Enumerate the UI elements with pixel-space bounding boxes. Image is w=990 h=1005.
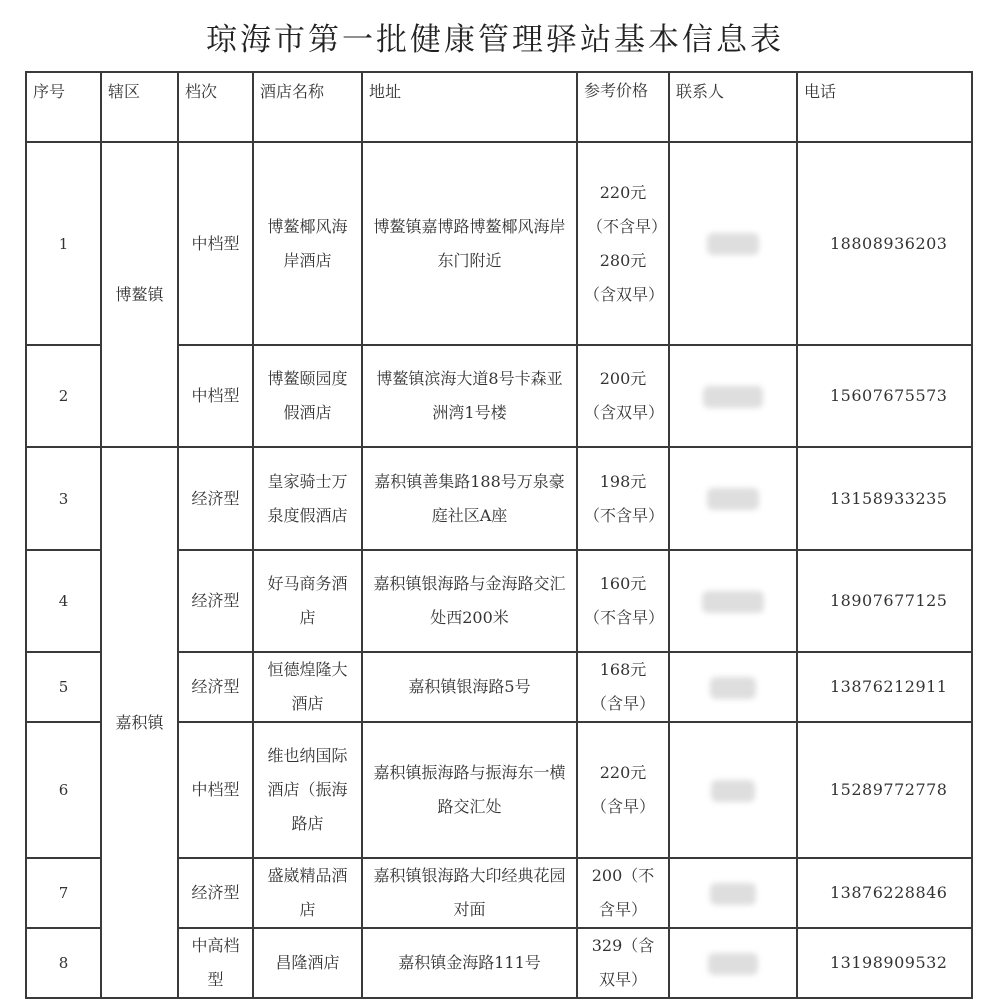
grade-cell: 中档型 (178, 722, 253, 858)
address-cell: 嘉积镇银海路与金海路交汇处西200米 (362, 550, 577, 652)
seq-cell: 5 (26, 652, 101, 722)
contact-cell (669, 928, 797, 998)
price-cell: 329（含双早） (577, 928, 669, 998)
address-cell: 嘉积镇振海路与振海东一横路交汇处 (362, 722, 577, 858)
grade-cell: 中档型 (178, 142, 253, 345)
price-cell: 198元（不含早） (577, 447, 669, 550)
contact-cell (669, 447, 797, 550)
address-cell: 嘉积镇银海路5号 (362, 652, 577, 722)
price-cell: 220元（不含早）280元（含双早） (577, 142, 669, 345)
info-table (25, 71, 973, 999)
header-address: 地址 (362, 72, 577, 142)
address-cell: 博鳌镇滨海大道8号卡森亚洲湾1号楼 (362, 345, 577, 447)
grade-cell: 经济型 (178, 858, 253, 928)
seq-cell: 6 (26, 722, 101, 858)
contact-cell (669, 722, 797, 858)
grade-cell: 经济型 (178, 550, 253, 652)
grade-cell: 中高档型 (178, 928, 253, 998)
header-seq: 序号 (26, 72, 101, 142)
redacted-contact (707, 233, 759, 255)
price-cell: 168元（含早） (577, 652, 669, 722)
header-district: 辖区 (101, 72, 178, 142)
seq-cell: 4 (26, 550, 101, 652)
grade-cell: 经济型 (178, 447, 253, 550)
table-row (26, 142, 972, 345)
hotel-cell: 昌隆酒店 (253, 928, 362, 998)
redacted-contact (710, 677, 756, 699)
contact-cell (669, 142, 797, 345)
header-grade: 档次 (178, 72, 253, 142)
seq-cell: 3 (26, 447, 101, 550)
header-row (26, 72, 972, 142)
header-hotel: 酒店名称 (253, 72, 362, 142)
page-title: 琼海市第一批健康管理驿站基本信息表 (206, 22, 784, 58)
phone-cell: 13198909532 (797, 928, 972, 998)
address-cell: 嘉积镇善集路188号万泉豪庭社区A座 (362, 447, 577, 550)
redacted-contact (707, 488, 759, 510)
price-cell: 200元（含双早） (577, 345, 669, 447)
hotel-cell: 皇家骑士万泉度假酒店 (253, 447, 362, 550)
contact-cell (669, 550, 797, 652)
header-contact: 联系人 (669, 72, 797, 142)
phone-cell: 18907677125 (797, 550, 972, 652)
address-cell: 嘉积镇金海路111号 (362, 928, 577, 998)
price-cell: 200（不含早） (577, 858, 669, 928)
seq-cell: 1 (26, 142, 101, 345)
seq-cell: 8 (26, 928, 101, 998)
header-phone: 电话 (797, 72, 972, 142)
district-label: 嘉积镇 (115, 712, 164, 732)
hotel-cell: 博鳌椰风海岸酒店 (253, 142, 362, 345)
contact-cell (669, 652, 797, 722)
phone-cell: 13876212911 (797, 652, 972, 722)
phone-cell: 15289772778 (797, 722, 972, 858)
contact-cell (669, 345, 797, 447)
redacted-contact (710, 883, 756, 905)
contact-cell (669, 858, 797, 928)
price-cell: 220元（含早） (577, 722, 669, 858)
redacted-contact (702, 591, 764, 613)
redacted-contact (708, 953, 758, 975)
phone-cell: 15607675573 (797, 345, 972, 447)
redacted-contact (703, 386, 763, 408)
district-cell (101, 142, 178, 447)
seq-cell: 7 (26, 858, 101, 928)
phone-cell: 13158933235 (797, 447, 972, 550)
price-cell: 160元（不含早） (577, 550, 669, 652)
hotel-cell: 维也纳国际酒店（振海路店 (253, 722, 362, 858)
grade-cell: 中档型 (178, 345, 253, 447)
address-cell: 嘉积镇银海路大印经典花园对面 (362, 858, 577, 928)
table-row (26, 447, 972, 550)
seq-cell: 2 (26, 345, 101, 447)
district-cell (101, 447, 178, 998)
address-cell: 博鳌镇嘉博路博鳌椰风海岸东门附近 (362, 142, 577, 345)
hotel-cell: 博鳌颐园度假酒店 (253, 345, 362, 447)
phone-cell: 13876228846 (797, 858, 972, 928)
phone-cell: 18808936203 (797, 142, 972, 345)
hotel-cell: 恒德煌隆大酒店 (253, 652, 362, 722)
district-label: 博鳌镇 (115, 284, 164, 304)
redacted-contact (711, 780, 755, 802)
header-price: 参考价格 (577, 72, 669, 142)
hotel-cell: 好马商务酒店 (253, 550, 362, 652)
hotel-cell: 盛崴精品酒店 (253, 858, 362, 928)
grade-cell: 经济型 (178, 652, 253, 722)
